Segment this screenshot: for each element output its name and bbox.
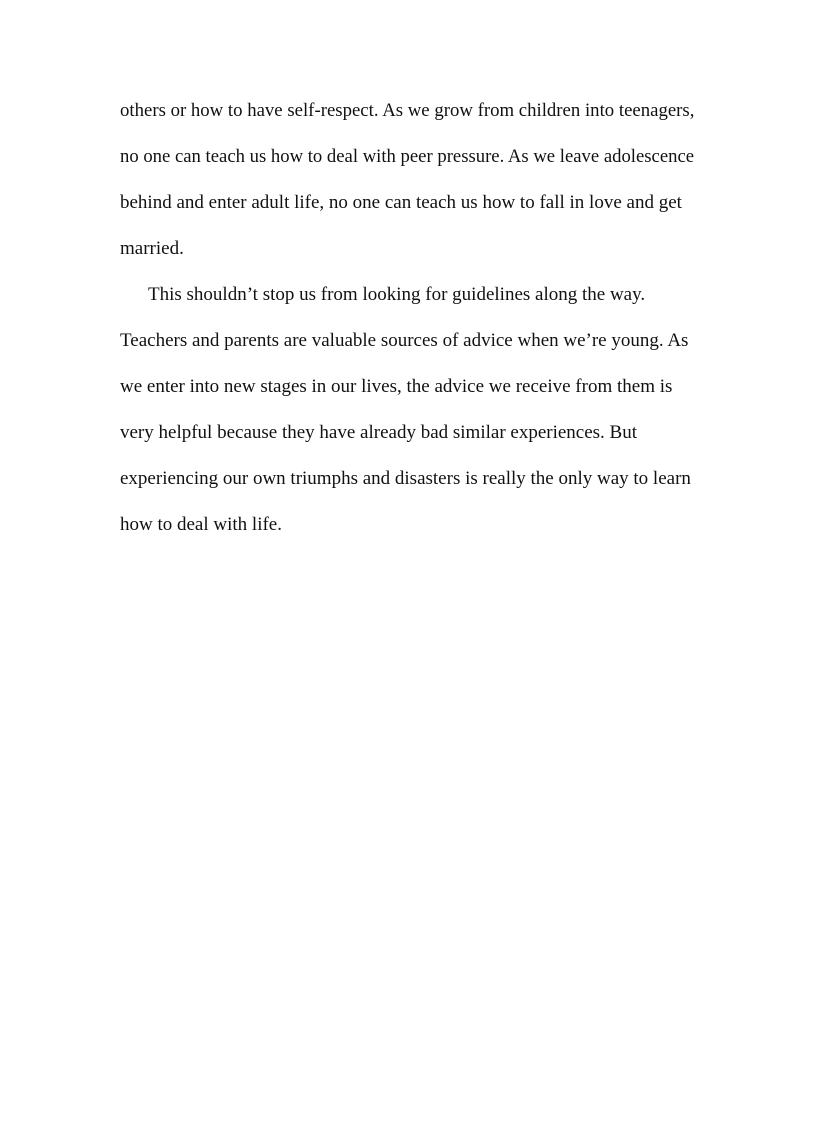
text-line-6: Teachers and parents are valuable sources of advice when we’re young. As bbox=[120, 330, 689, 351]
text-line-9: experiencing our own triumphs and disasters is really the only way to learn bbox=[120, 468, 691, 489]
text-line-1: others or how to have self-respect. As we grow from children into teenagers, bbox=[120, 100, 695, 121]
text-line-3: behind and enter adult life, no one can teach us how to fall in love and get bbox=[120, 192, 682, 213]
text-line-2: no one can teach us how to deal with peer pressure. As we leave adolescence bbox=[120, 146, 695, 167]
text-line-5: This shouldn’t stop us from looking for guidelines along the way. bbox=[148, 284, 646, 305]
text-line-4: married. bbox=[120, 238, 184, 259]
text-line-8: very helpful because they have already bad similar experiences. But bbox=[120, 422, 638, 443]
text-line-10: how to deal with life. bbox=[120, 514, 282, 535]
text-line-7: we enter into new stages in our lives, the advice we receive from them is bbox=[120, 376, 673, 397]
